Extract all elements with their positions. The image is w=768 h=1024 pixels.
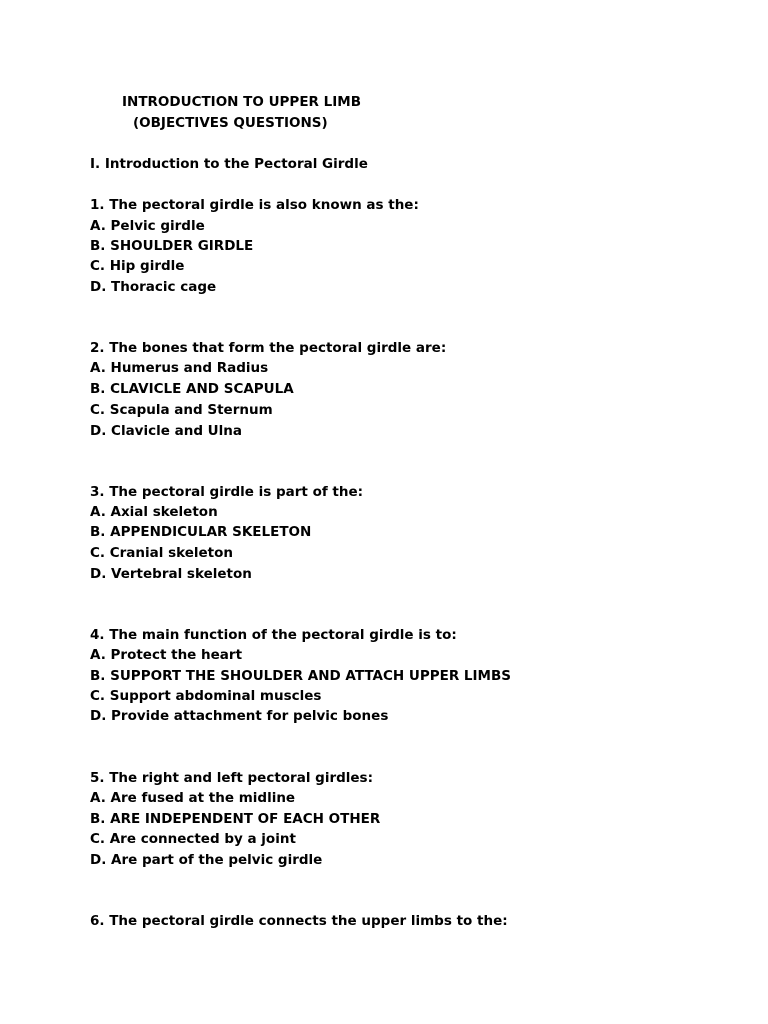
question-2-option-b: B. CLAVICLE AND SCAPULA — [90, 381, 294, 397]
question-1-option-b: B. SHOULDER GIRDLE — [90, 238, 254, 254]
question-3-option-d: D. Vertebral skeleton — [90, 566, 252, 582]
question-5-option-a: A. Are fused at the midline — [90, 790, 296, 806]
section-heading: I. Introduction to the Pectoral Girdle — [90, 156, 368, 172]
question-5-option-d: D. Are part of the pelvic girdle — [90, 852, 323, 868]
question-1-stem: 1. The pectoral girdle is also known as the: — [90, 197, 419, 213]
question-5-option-c: C. Are connected by a joint — [90, 831, 296, 847]
question-1-option-a: A. Pelvic girdle — [90, 218, 205, 234]
question-2-option-c: C. Scapula and Sternum — [90, 402, 273, 418]
question-4-option-a: A. Protect the heart — [90, 647, 243, 663]
document-subtitle: (OBJECTIVES QUESTIONS) — [133, 115, 328, 131]
question-4-option-c: C. Support abdominal muscles — [90, 688, 322, 704]
question-2-option-d: D. Clavicle and Ulna — [90, 423, 242, 439]
question-1-option-c: C. Hip girdle — [90, 258, 185, 274]
document-title: INTRODUCTION TO UPPER LIMB — [122, 94, 361, 110]
question-3-stem: 3. The pectoral girdle is part of the: — [90, 484, 364, 500]
question-3-option-a: A. Axial skeleton — [90, 504, 218, 520]
question-4-option-b: B. SUPPORT THE SHOULDER AND ATTACH UPPER LIMBS — [90, 668, 512, 684]
question-5-option-b: B. ARE INDEPENDENT OF EACH OTHER — [90, 811, 381, 827]
question-4-option-d: D. Provide attachment for pelvic bones — [90, 708, 389, 724]
question-5-stem: 5. The right and left pectoral girdles: — [90, 770, 373, 786]
question-2-stem: 2. The bones that form the pectoral girdle are: — [90, 340, 447, 356]
question-2-option-a: A. Humerus and Radius — [90, 360, 269, 376]
question-3-option-b: B. APPENDICULAR SKELETON — [90, 524, 312, 540]
question-4-stem: 4. The main function of the pectoral girdle is to: — [90, 627, 457, 643]
question-3-option-c: C. Cranial skeleton — [90, 545, 234, 561]
question-6-stem: 6. The pectoral girdle connects the upper limbs to the: — [90, 913, 508, 929]
question-1-option-d: D. Thoracic cage — [90, 279, 217, 295]
